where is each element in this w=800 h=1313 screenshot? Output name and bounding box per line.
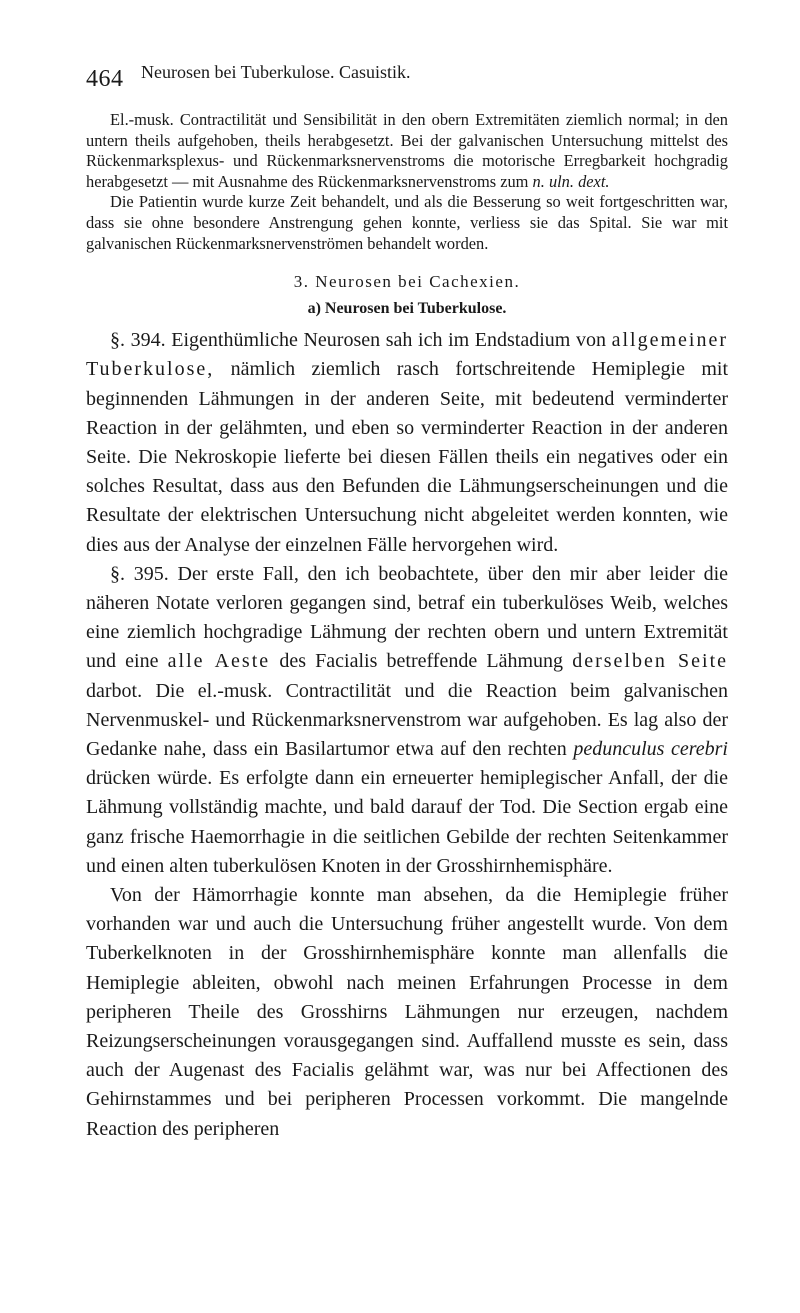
p394-spaced: allgemeiner Tuberkulose, <box>86 329 729 381</box>
paragraph-395 <box>86 560 728 881</box>
intro-italic: n. uln. dext. <box>532 171 610 191</box>
p395-d: drücken würde. Es erfolgte dann ein erneuerter hemiplegischer Anfall, der die Lähmung vollständig machte, und bald darauf der Tod. Die Section ergab eine ganz frische Haemorrhagie in die seitlichen Gebilde der rechten Seitenkammer und einen alten tuberkulösen Knoten in der Grosshirnhemisphäre. <box>86 767 728 877</box>
subsection-heading: a) Neurosen bei Tuberkulose. <box>307 300 507 318</box>
page-number: 464 <box>86 66 124 92</box>
p395-spaced-2: derselben Seite <box>572 650 728 673</box>
p395-c: darbot. Die el.-musk. Contractilität und die Reaction beim galvanischen Nervenmuskel- und Rückenmarksnervenstrom war aufgehoben. Es lag also der Gedanke nahe, dass ein Basilartumor etwa auf den rechten <box>86 679 728 760</box>
case-conclusion <box>86 110 728 254</box>
p395-italic: pedunculus cerebri <box>573 738 728 760</box>
paragraph-final: Von der Hämorrhagie konnte man absehen, da die Hemiplegie früher vorhanden war und auch die Untersuchung früher angestellt wurde. Von dem Tuberkelknoten in der Grosshirnhemisphäre konnte man allenfalls die Hemiplegie ableiten, obwohl nach meinen Erfahrungen Processe in dem peripheren Theile des Grosshirns Lähmungen nur erzeugen, nachdem Reizungserscheinungen vorausgegangen sind. Auffallend musste es sein, dass auch der Augenast des Facialis gelähmt war, was nur bei Affectionen des Gehirnstammes und bei peripheren Processen vorkommt. Die mangelnde Reaction des peripheren <box>86 884 728 1140</box>
running-title: Neurosen bei Tuberkulose. Casuistik. <box>141 62 411 82</box>
intro-paragraph-2: Die Patientin wurde kurze Zeit behandelt, und als die Besserung so weit fortgeschritten war, dass sie ohne besondere Anstrengung gehen konnte, verliess sie das Spital. Sie war mit galvanischen Rückenmarksnervenströmen behandelt worden. <box>86 192 728 253</box>
intro-text-1: El.-musk. Contractilität und Sensibilität in den obern Extremitäten ziemlich normal; in den untern theils aufgehoben, theils herabgesetzt. Bei der galvanischen Untersuchung mittelst des Rückenmarksplexus- und Rückenmarksnervenstroms die motorische Erregbarkeit hochgradig herabgesetzt — mit Ausnahme des Rückenmarksnervenstroms zum <box>86 110 728 191</box>
p395-a: §. 395. Der erste Fall, den ich beobachtete, über den mir aber leider die näheren Notate verloren gegangen sind, betraf ein tuberkulöses Weib, welches eine ziemlich hochgradige Lähmung der rechten obern und untern Extremität und eine <box>86 562 728 673</box>
p395-spaced-1: alle Aeste <box>167 650 271 673</box>
running-header <box>86 62 728 92</box>
p394-lead: §. 394. Eigenthümliche Neurosen sah ich im Endstadium von <box>110 329 606 352</box>
p395-b: des Facialis betreffende Lähmung <box>279 650 564 673</box>
intro-paragraph-1 <box>86 110 728 192</box>
body-text <box>86 110 728 1144</box>
section-heading: 3. Neurosen bei Cachexien. <box>293 272 521 292</box>
paragraph-394 <box>86 326 728 560</box>
p394-text: nämlich ziemlich rasch fortschreitende Hemiplegie mit beginnenden Lähmungen in der anderen Seite, mit bedeutend verminderter Reaction in der gelähmten, und eben so verminderter Reaction in der anderen Seite. Die Nekroskopie lieferte bei diesen Fällen theils ein negatives oder ein solches Resultat, dass aus den Befunden die Lähmungserscheinungen und die Resultate der elektrischen Untersuchung nicht abgeleitet werden konnten, wie dies aus der Analyse der einzelnen Fälle hervorgehen wird. <box>86 358 729 556</box>
